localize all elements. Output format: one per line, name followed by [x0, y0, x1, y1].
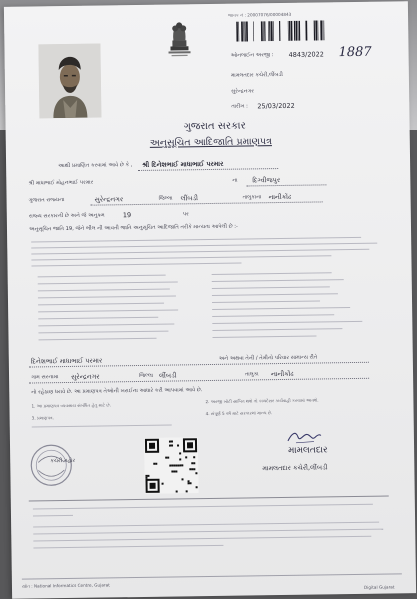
serial-number: 19: [122, 211, 132, 220]
application-number: 4843/2022: [288, 50, 324, 59]
residence-suffix: અને અથવા તેની / તેમીનો પરિવાર સામાન્ય રીતે: [218, 354, 318, 362]
condition-2: 2. અરજી ખોટી સાબિત થશે તો કાયદેસર કાર્યવાહી કરવામાં આવશે.: [205, 397, 319, 405]
qr-code-image: [144, 437, 199, 494]
village-underline: [246, 184, 326, 186]
village-name: દિગ્વીજપુર: [252, 176, 281, 185]
barcode-image: [236, 20, 324, 41]
signatory-office: મામલતદાર કચેરી,લીંબડી: [262, 463, 328, 473]
residence-taluka: લીંબડી: [158, 371, 177, 380]
taluka-name: લીંબડી: [180, 194, 199, 203]
district-name: સુરેન્દ્રનગર: [94, 195, 124, 204]
office-line: મામલતદાર કચેરી,લીંબડી: [230, 71, 283, 79]
residence-name: દિનેશભાઈ માધાભાઈ પરમાર: [30, 356, 103, 366]
order-list-left: [38, 272, 189, 344]
district-line: સુરેન્દ્રનગર: [231, 88, 255, 95]
handwritten-number: 1887: [338, 44, 372, 61]
condition-extra: [32, 422, 182, 430]
footer-brand: Digital Gujarat: [363, 584, 395, 590]
tribe-line: અનુસૂચિત જાતિ 19, જેને ભીલ ની આવતી જાતિ અનુસૂચિત આદિજાતિ તરીકે માન્યતા આપેલી છે :-: [28, 223, 238, 233]
address-underline: [91, 201, 323, 205]
condition-4: 4. સંપૂર્ણ 5 વર્ષ માટે સરકારમાં માન્ય છે.: [205, 410, 273, 417]
certificate-page: [4, 1, 416, 599]
city-name: નાનીકોંઢ: [268, 192, 292, 202]
application-label: ઓનલાઈન અરજી :: [230, 52, 274, 59]
state-label: ગુજરાત રાજ્યના: [28, 197, 65, 204]
residence-taluka-word: તાલુકા: [245, 371, 259, 378]
condition-3: 3. પ્રમાણપત્ર.: [31, 415, 54, 421]
applicant-photo: [38, 44, 101, 119]
residence-note: નો રહેઠાણ ધરાવે છે. આ પ્રમાણપત્ર તેઓની ખરાઈના આધારે કરી આપવામાં આવે છે.: [31, 387, 203, 396]
date-label: તારીખ :: [231, 103, 248, 110]
office-stamp-icon: [28, 442, 75, 489]
residence-village: નાનીકોંઢ: [270, 369, 294, 379]
village-label: ના: [232, 177, 238, 184]
legal-paragraph: [31, 235, 381, 268]
stamp-label: કચેરી મહોર: [50, 457, 76, 465]
signature-icon: [286, 426, 322, 447]
taluka-label: તાલુકાના: [242, 194, 262, 201]
holder-name: શ્રી દિનેશભાઈ માધાભાઈ પરમાર: [142, 159, 224, 169]
bottom-rule: [22, 573, 402, 579]
signatory-designation: મામલતદાર: [288, 445, 328, 456]
residence-district-label: ગામ સરનામા: [31, 374, 59, 381]
footer-source: સ્ત્રોત : National Informatics Centre, Gujarat: [21, 582, 110, 589]
certificate-title: અનુસૂચિત આદિજાતિ પ્રમાણપત્ર: [149, 136, 272, 149]
condition-1: 1. આ પ્રમાણપત્ર વ્યવસાય સંબંધિત હેતુ માટે છે.: [31, 402, 112, 409]
government-title: ગુજરાત સરકાર: [183, 120, 246, 133]
barcode-number: જાવક નં : 20007076/00004843: [227, 11, 292, 18]
state-emblem-icon: [162, 16, 197, 58]
certify-prefix: આથી પ્રમાણિત કરવામાં આવે છે કે ,: [58, 162, 133, 170]
order-list-right: [212, 270, 383, 342]
father-name: શ્રી માધાભાઈ મોહનભાઈ પરમાર: [28, 179, 94, 187]
schedule-text: રાજ્ય સરકારની છે અને જે અનુક્રમ: [28, 212, 105, 220]
residence-taluka-label: જિલ્લા: [139, 372, 154, 379]
footer-fine-print: [33, 501, 394, 568]
district-suffix: જિલ્લા: [158, 195, 173, 202]
residence-district: સુરેન્દ્રનગર: [71, 372, 100, 381]
footer-divider: [29, 496, 389, 502]
issue-date: 25/03/2022: [257, 101, 295, 111]
serial-suffix: પર: [182, 211, 189, 218]
